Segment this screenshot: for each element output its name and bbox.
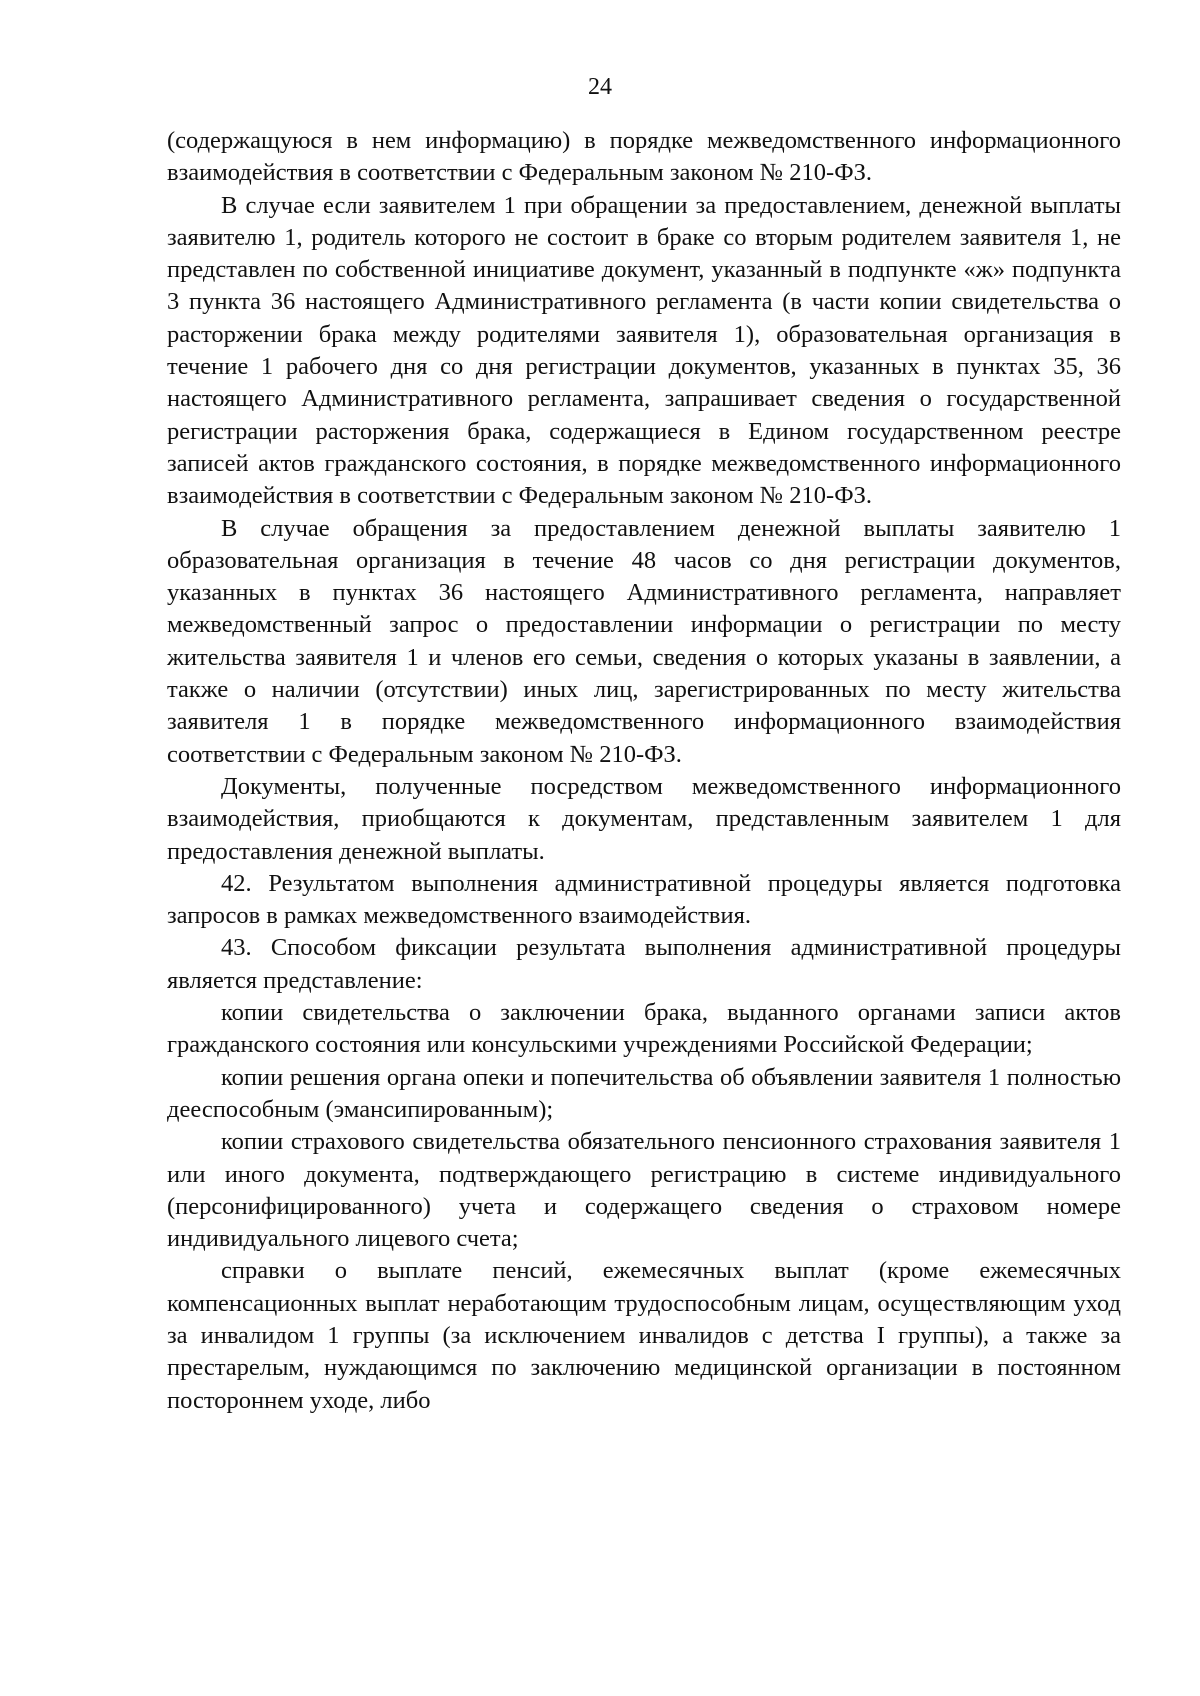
list-item-marriage-certificate: копии свидетельства о заключении брака, выданного органами записи актов гражданского состояния или консульскими учреждениями Российской Федерации; bbox=[167, 999, 1121, 1059]
paragraph-item-42: 42. Результатом выполнения административной процедуры является подготовка запросов в рамках межведомственного взаимодействия. bbox=[167, 869, 1121, 930]
paragraph-documents-attached: Документы, полученные посредством межведомственного информационного взаимодействия, приобщаются к документам, представленным заявителем 1 для предоставления денежной выплаты. bbox=[167, 772, 1121, 865]
list-item-insurance-certificate: копии страхового свидетельства обязательного пенсионного страхования заявителя 1 или иного документа, подтверждающего регистрацию в системе индивидуального (персонифицированного) учета и содержащего сведения о страховом номере индивидуального лицевого счета; bbox=[167, 1128, 1121, 1253]
paragraph-divorce-request: В случае если заявителем 1 при обращении за предоставлением, денежной выплаты заявителю 1, родитель которого не состоит в браке со вторым родителем заявителя 1, не представлен по собственной инициативе документ, указанный в подпункте «ж» подпункта 3 пункта 36 настоящего Административного регламента (в части копии свидетельства о расторжении брака между родителями заявителя 1), образовательная организация в течение 1 рабочего дня со дня регистрации документов, указанных в пунктах 35, 36 настоящего Административного регламента, запрашивает сведения о государственной регистрации расторжения брака, содержащиеся в Едином государственном реестре записей актов гражданского состояния, в порядке межведомственного информационного взаимодействия в соответствии с Федеральным законом № 210-ФЗ. bbox=[167, 191, 1121, 510]
list-item-emancipation-decision: копии решения органа опеки и попечительства об объявлении заявителя 1 полностью дееспособным (эмансипированным); bbox=[167, 1063, 1121, 1123]
paragraph-item-43: 43. Способом фиксации результата выполнения административной процедуры является представление: bbox=[167, 934, 1121, 994]
list-item-pension-certificate: справки о выплате пенсий, ежемесячных выплат (кроме ежемесячных компенсационных выплат неработающим трудоспособным лицам, осуществляющим уход за инвалидом 1 группы (за исключением инвалидов с детства I группы), а также за престарелым, нуждающимся по заключению медицинской организации в постоянном постороннем уходе, либо bbox=[167, 1257, 1121, 1414]
paragraph-residence-request: В случае обращения за предоставлением денежной выплаты заявителю 1 образовательная организация в течение 48 часов со дня регистрации документов, указанных в пунктах 36 настоящего Административного регламента, направляет межведомственный запрос о предоставлении информации о регистрации по месту жительства заявителя 1 и членов его семьи, сведения о которых указаны в заявлении, а также о наличии (отсутствии) иных лиц, зарегистрированных по месту жительства заявителя 1 в порядке межведомственного информационного взаимодействия соответствии с Федеральным законом № 210-ФЗ. bbox=[167, 514, 1121, 768]
page-number: 24 bbox=[588, 74, 612, 100]
paragraph-continuation: (содержащуюся в нем информацию) в порядке межведомственного информационного взаимодействия в соответствии с Федеральным законом № 210-ФЗ. bbox=[167, 127, 1121, 187]
document-body bbox=[167, 125, 1121, 1417]
